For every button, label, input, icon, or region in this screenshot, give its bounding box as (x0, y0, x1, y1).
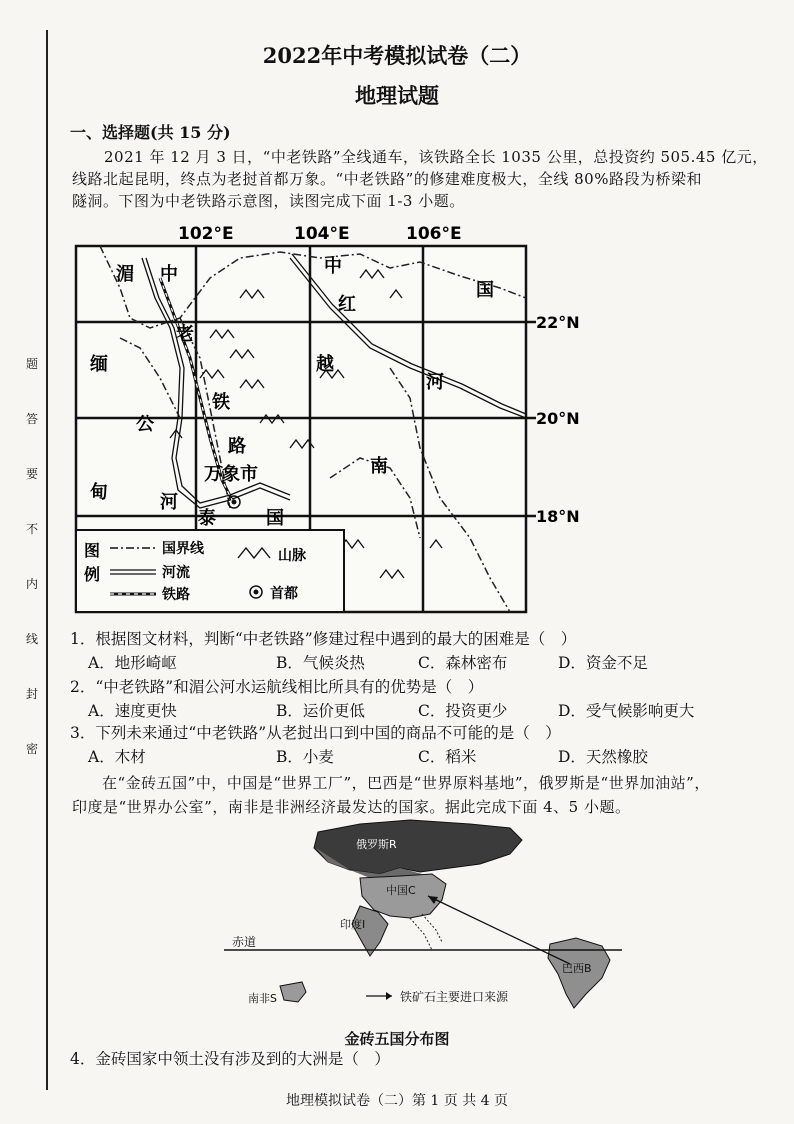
intro-line: 线路北起昆明，终点为老挝首都万象。“中老铁路”的修建难度极大，全线 80%路段为桥梁和 (72, 170, 702, 188)
lat-label: 20°N (536, 409, 580, 428)
intro-line: 2021 年 12 月 3 日，“中老铁路”全线通车，该铁路全长 1035 公里，总投资约 505.45 亿元， (104, 148, 768, 166)
option: C．投资更少 (418, 702, 508, 720)
place-label: 老 (176, 324, 194, 345)
option: B．小麦 (276, 748, 334, 766)
page-footer: 地理模拟试卷（二）第 1 页 共 4 页 (285, 1093, 509, 1109)
option: B．气候炎热 (276, 654, 365, 672)
place-label: 中 (160, 264, 178, 285)
option: C．森林密布 (418, 654, 508, 672)
map-legend (76, 530, 344, 612)
option: A．木材 (88, 748, 146, 766)
margin-char: 不 (25, 522, 38, 536)
binding-margin-text (22, 355, 42, 757)
question-2: 2．“中老铁路”和湄公河水运航线相比所具有的优势是（ ） (70, 678, 484, 696)
option: C．稻米 (418, 748, 477, 766)
binding-line (46, 30, 48, 1090)
question-1: 1．根据图文材料，判断“中老铁路”修建过程中遇到的最大的困难是（ ） (70, 630, 577, 648)
label-russia: 俄罗斯R (356, 838, 397, 851)
place-label: 越 (316, 354, 334, 375)
legend-title: 图 (84, 541, 101, 560)
exam-subtitle: 地理试题 (355, 83, 439, 108)
place-label: 湄 (116, 264, 134, 285)
lat-label: 18°N (536, 507, 580, 526)
intro-line: 在“金砖五国”中，中国是“世界工厂”，巴西是“世界原料基地”，俄罗斯是“世界加油站”， (102, 774, 710, 792)
margin-char: 密 (25, 742, 38, 756)
margin-char: 内 (25, 577, 38, 591)
iron-ore-arrow (428, 896, 570, 964)
place-label: 缅 (90, 354, 108, 375)
figure-caption: 金砖五国分布图 (344, 1030, 450, 1048)
question-4: 4．金砖国家中领土没有涉及到的大洲是（ ） (70, 1050, 390, 1068)
option: A．地形崎岖 (88, 654, 177, 672)
label-south-africa: 南非S (248, 992, 277, 1005)
lat-label: 22°N (536, 313, 580, 332)
margin-char: 封 (25, 687, 38, 701)
lon-label: 106°E (406, 224, 462, 244)
svg-text:例: 例 (84, 565, 101, 584)
intro-line: 印度是“世界办公室”，南非是非洲经济最发达的国家。据此完成下面 4、5 小题。 (72, 798, 631, 816)
place-label: 公 (136, 414, 154, 435)
margin-char: 要 (25, 467, 38, 481)
option: D．资金不足 (558, 654, 648, 672)
label-china: 中国C (386, 884, 416, 897)
place-label: 泰 (198, 508, 216, 529)
margin-char: 题 (25, 357, 38, 371)
russia-shape (314, 820, 522, 874)
option: A．速度更快 (88, 702, 177, 720)
label-india: 印度I (340, 918, 366, 931)
place-label: 甸 (90, 482, 108, 503)
place-label: 红 (338, 294, 356, 315)
place-label: 国 (266, 508, 284, 529)
south-africa-shape (280, 982, 306, 1002)
option: D．天然橡胶 (558, 748, 648, 766)
china-laos-railway-map (60, 218, 600, 618)
question-3: 3．下列未来通过“中老铁路”从老挝出口到中国的商品不可能的是（ ） (70, 724, 561, 742)
legend-capital: 首都 (270, 586, 298, 602)
place-label: 中 (324, 256, 342, 277)
margin-char: 线 (25, 632, 38, 646)
brics-distribution-map (210, 818, 630, 1028)
intro-line: 隧洞。下图为中老铁路示意图，读图完成下面 1-3 小题。 (72, 192, 465, 210)
place-label: 路 (228, 436, 246, 457)
lon-label: 104°E (294, 224, 350, 244)
label-brazil: 巴西B (562, 962, 592, 975)
exam-title: 2022年中考模拟试卷（二） (262, 43, 532, 68)
place-label: 南 (370, 456, 388, 477)
option: B．运价更低 (276, 702, 365, 720)
margin-char: 答 (25, 412, 38, 426)
option: D．受气候影响更大 (558, 702, 695, 720)
place-label: 铁 (212, 392, 230, 413)
place-label: 万象市 (204, 464, 258, 485)
section-heading: 一、选择题(共 15 分) (70, 123, 231, 142)
legend-railway: 铁路 (162, 587, 190, 603)
legend-mountain: 山脉 (278, 548, 306, 564)
label-arrow-legend: 铁矿石主要进口来源 (400, 990, 509, 1004)
label-equator: 赤道 (232, 935, 257, 949)
legend-river: 河流 (162, 565, 190, 581)
place-label: 国 (476, 280, 494, 301)
place-label: 河 (160, 492, 178, 513)
legend-boundary: 国界线 (162, 541, 204, 557)
lon-label: 102°E (178, 224, 234, 244)
place-label: 河 (426, 372, 444, 393)
